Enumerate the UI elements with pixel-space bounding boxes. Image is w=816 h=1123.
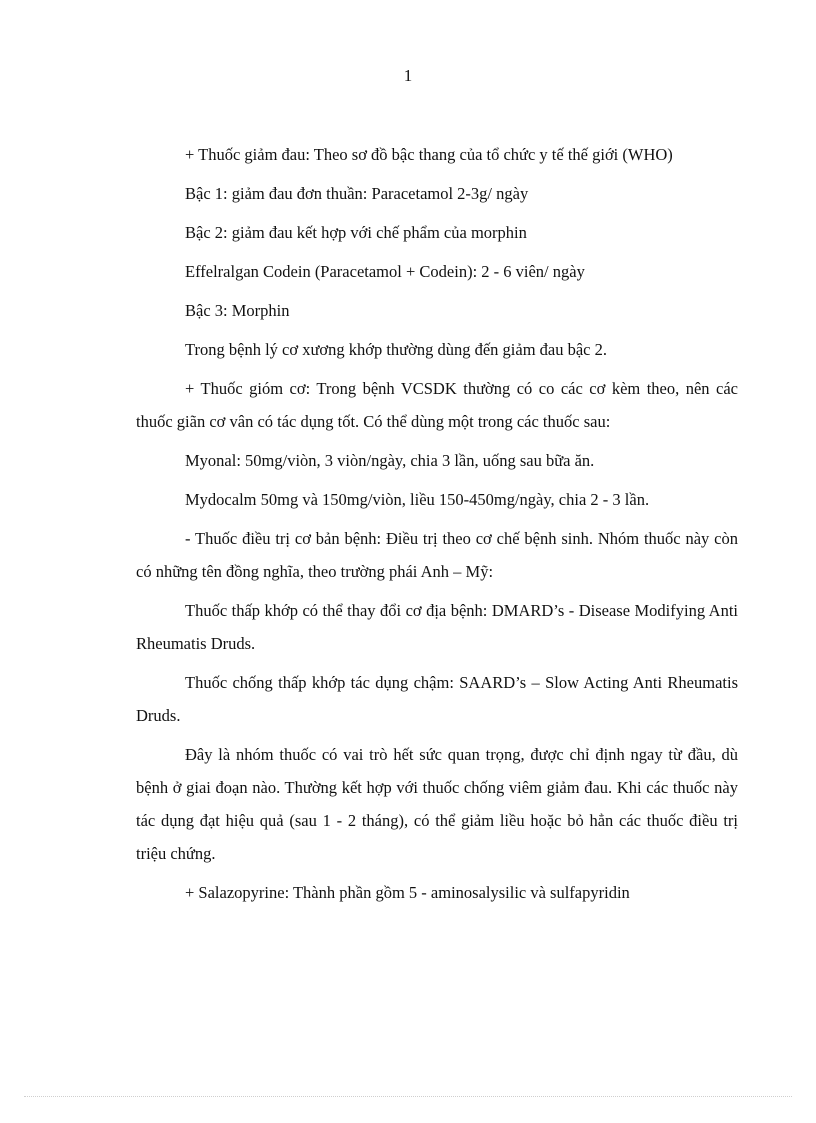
paragraph-muscle-relaxants: + Thuốc gióm cơ: Trong bệnh VCSDK thường có co các cơ kèm theo, nên các thuốc giãn cơ vân có tác dụng tốt. Có thể dùng một trong các thuốc sau:	[136, 379, 738, 431]
paragraph-painkillers-intro: + Thuốc giảm đau: Theo sơ đồ bậc thang của tổ chức y tế thế giới (WHO)	[185, 145, 673, 164]
paragraph-effelralgan: Effelralgan Codein (Paracetamol + Codein): 2 - 6 viên/ ngày	[185, 262, 585, 281]
paragraph-myonal: Myonal: 50mg/viòn, 3 viòn/ngày, chia 3 lần, uống sau bữa ăn.	[185, 451, 595, 470]
document-body	[136, 138, 738, 915]
paragraph-salazopyrine: + Salazopyrine: Thành phần gồm 5 - aminosalysilic và sulfapyridin	[185, 883, 630, 902]
page-bottom-divider	[24, 1096, 792, 1097]
paragraph-importance: Đây là nhóm thuốc có vai trò hết sức quan trọng, được chỉ định ngay từ đầu, dù bệnh ở giai đoạn nào. Thường kết hợp với thuốc chống viêm giảm đau. Khi các thuốc này tác dụng đạt hiệu quả (sau 1 - 2 tháng), có thể giảm liều hoặc bỏ hẳn các thuốc điều trị triệu chứng.	[136, 745, 738, 863]
paragraph-step-3: Bậc 3: Morphin	[185, 301, 290, 320]
paragraph-mydocalm: Mydocalm 50mg và 150mg/viòn, liều 150-450mg/ngày, chia 2 - 3 lần.	[185, 490, 650, 509]
paragraph-disease-modifying: - Thuốc điều trị cơ bản bệnh: Điều trị theo cơ chế bệnh sinh. Nhóm thuốc này còn có những tên đồng nghĩa, theo trường phái Anh – Mỹ:	[136, 529, 738, 581]
page-number: 1	[403, 66, 413, 85]
paragraph-saards: Thuốc chống thấp khớp tác dụng chậm: SAARD’s – Slow Acting Anti Rheumatis Druds.	[136, 673, 738, 725]
paragraph-musculoskeletal: Trong bệnh lý cơ xương khớp thường dùng đến giảm đau bậc 2.	[185, 340, 608, 359]
paragraph-step-2: Bậc 2: giảm đau kết hợp với chế phẩm của morphin	[185, 223, 527, 242]
paragraph-dmards: Thuốc thấp khớp có thể thay đổi cơ địa bệnh: DMARD’s - Disease Modifying Anti Rheumatis Druds.	[136, 601, 738, 653]
paragraph-step-1: Bậc 1: giảm đau đơn thuần: Paracetamol 2-3g/ ngày	[185, 184, 529, 203]
